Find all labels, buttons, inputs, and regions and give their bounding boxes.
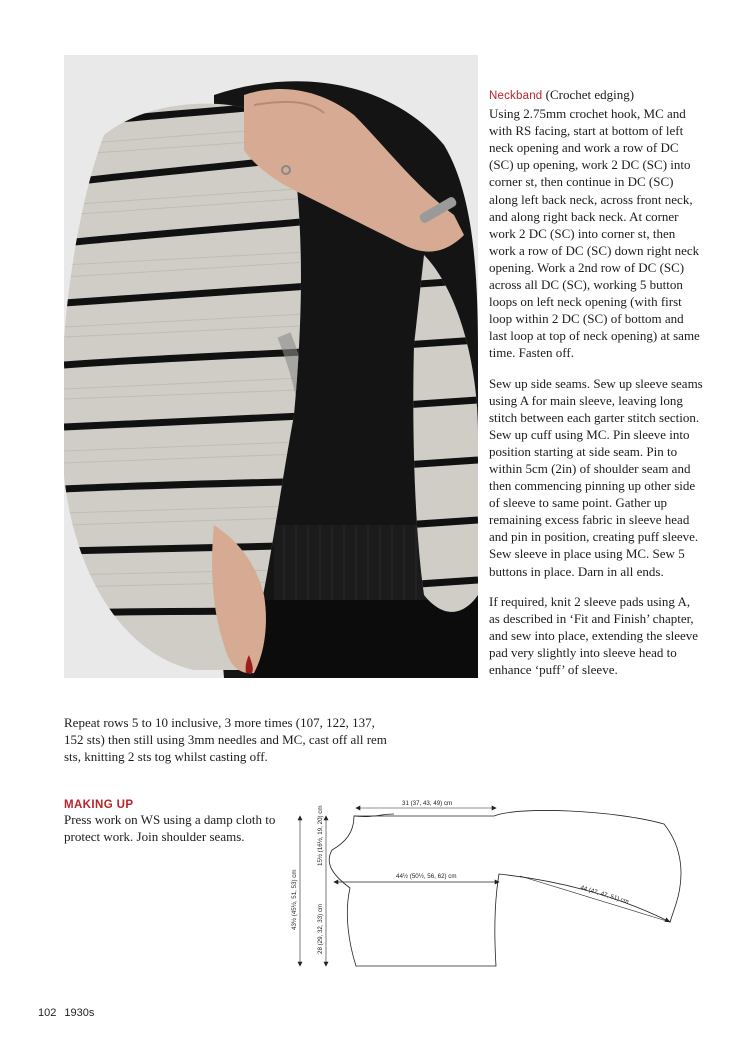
neckband-text: Using 2.75mm crochet hook, MC and with RS facing, start at bottom of left neck opening and work a row of DC (SC) up opening, work 2 DC (SC) into corner st, then continue in DC (SC) along left back neck, across front neck, and along right back neck. At corner work 2 DC (SC) into corner st, then work a row of DC (SC) down right neck opening. Work a 2nd row of DC (SC) across all DC (SC), working 5 button loops on left neck opening (with first loop within 2 DC (SC) of bottom and last loop at top of neck opening) at same time. Fasten off. [489,106,700,361]
chest-arrowhead-right [495,880,499,884]
neckband-heading: Neckband [489,90,543,102]
garment-photo [64,55,478,678]
instructions-column [489,86,704,691]
total-length-arrowhead-bottom [298,962,302,966]
sleeve-arrow [520,876,670,922]
section-name: 1930s [64,1007,95,1019]
page-footer [38,1007,102,1019]
body-arrowhead-bottom [324,962,328,966]
total-length-arrowhead-top [298,816,302,820]
garment-schematic [284,794,704,976]
repeat-rows-block [64,714,394,765]
neckband-subheading: (Crochet edging) [542,87,635,102]
width-arrowhead-right [492,806,496,810]
sleeve-arrowhead [665,918,670,922]
chest-arrowhead-left [334,880,338,884]
page-number: 102 [38,1007,57,1019]
making-up-block [64,799,294,845]
neckband-paragraph [489,86,704,362]
chest-label: 44½ (50½, 56, 62) cm [396,873,457,880]
width-label: 31 (37, 43, 49) cm [402,800,453,807]
total-length-label: 43½ (45½, 51, 53) cm [291,869,298,930]
body-label: 28 (29, 32, 33) cm [317,903,324,954]
sleeve-pads-paragraph: If required, knit 2 sleeve pads using A, as described in ‘Fit and Finish’ chapter, and sew into place, extending the sleeve pad very slightly into sleeve head to enhance ‘puff’ of sleeve. [489,593,699,677]
sleeve-label: 44 (47, 47, 51) cm [579,884,630,906]
armhole-arrowhead-top [324,816,328,820]
armhole-label: 15½ (16½, 19, 20) cm [317,805,324,866]
making-up-text: Press work on WS using a damp cloth to protect work. Join shoulder seams. [64,812,276,845]
seams-paragraph: Sew up side seams. Sew up sleeve seams using A for main sleeve, leaving long stitch between each garter stitch section. Sew up cuff using MC. Pin sleeve into position starting at side seam. Pin to within 5cm (2in) of shoulder seam and then commencing pinning up other side of sleeve to same point. Gather up remaining excess fabric in sleeve head and pin in position, creating puff sleeve. Sew sleeve in place using MC. Sew 5 buttons in place. Darn in all ends. [489,375,703,579]
body-outline [329,810,681,966]
repeat-rows-paragraph: Repeat rows 5 to 10 inclusive, 3 more times (107, 122, 137, 152 sts) then still using 3mm needles and MC, cast off all rem sts, knitting 2 sts tog whilst casting off. [64,715,387,765]
width-arrowhead-left [356,806,360,810]
making-up-heading: MAKING UP [64,799,134,811]
